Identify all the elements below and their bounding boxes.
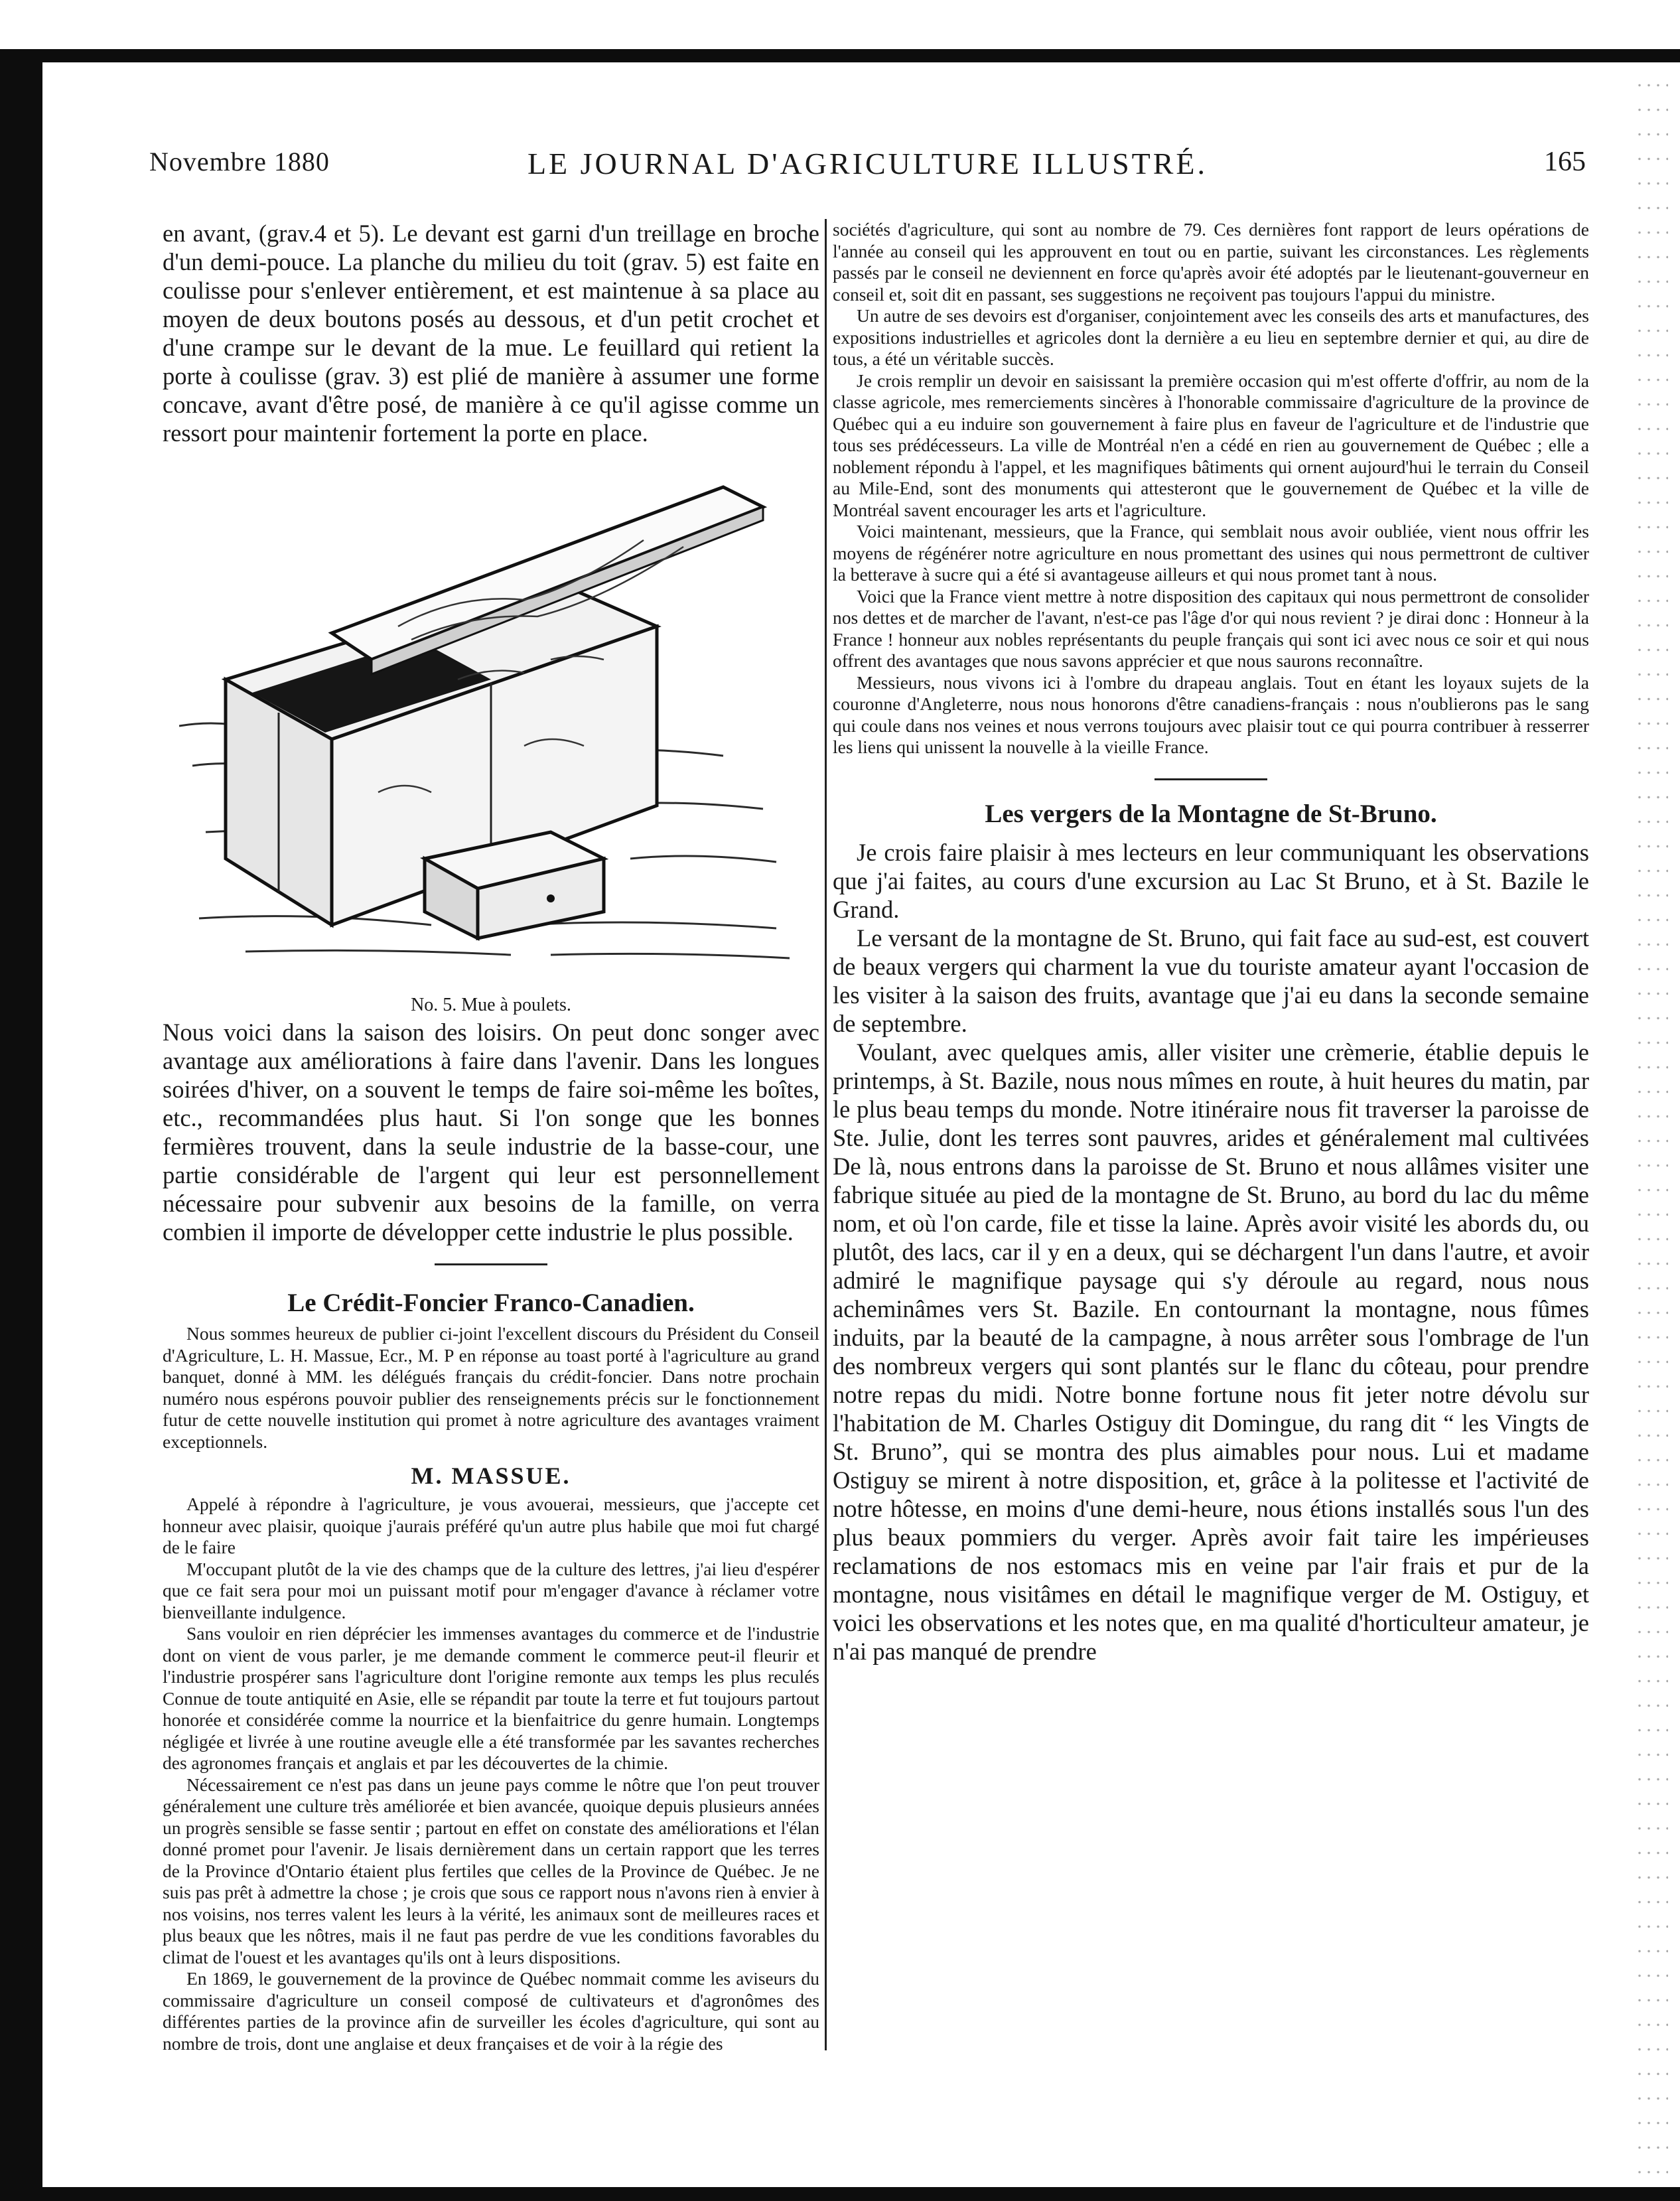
speech-paragraph-11: Messieurs, nous vivons ici à l'ombre du drapeau anglais. Tout en étant les loyaux sujets de la couronne d'Angleterre, nous nous honorons d'être canadiens-français : nous n'oublierons pas le sang qui coule dans nos veines et nous verrons toujours avec plaisir tout ce qui pourra contribuer à resserrer les liens qui unissent la nouvelle à la vieille France. xyxy=(833,672,1589,757)
speech-paragraph-8: Je crois remplir un devoir en saisissant la première occasion qui m'est offerte d'offrir, au nom de la classe agricole, mes remerciements sincères à l'honorable commissaire d'agriculture de la province de Québec qui a eu induire son gouvernement à faire plus en faveur de l'agriculture et de l'industrie que tous ses prédécesseurs. La ville de Montréal n'en a cédé en rien au gouvernement de Québec ; elle a noblement répondu à l'appel, et les magnifiques bâtiments qui ornent aujourd'hui le terrain du Conseil au Mile-End, sont des monuments qui attesteront que le gouvernement de Québec et la ville de Montréal savent encourager les arts et l'agriculture. xyxy=(833,370,1589,520)
paragraph-vergers-1: Je crois faire plaisir à mes lecteurs en leur communiquant les observations que j'ai faites, au cours d'une excursion au Lac St Bruno, et à St. Bazile le Grand. xyxy=(833,838,1589,923)
paragraph-winter-leisure: Nous voici dans la saison des loisirs. On peut donc songer avec avantage aux améliorations à faire dans l'avenir. Dans les longues soirées d'hiver, on a souvent le temps de faire soi-même les boîtes, etc., recommandées plus haut. Si l'on songe que les bonnes fermières trouvent, dans la seule industrie de la basse-cour, une partie considérable de l'argent qui leur est personnellement nécessaire pour subvenir aux besoins de la famille, on verra combien il importe de développer cette industrie le plus possible. xyxy=(163,1019,819,1245)
section-rule xyxy=(1155,778,1267,780)
chicken-coop-engraving xyxy=(179,461,803,991)
left-column xyxy=(163,219,819,2054)
speech-paragraph-5: En 1869, le gouvernement de la province de Québec nommait comme les aviseurs du commissaire d'agriculture un conseil composé de cultivateurs et d'agronômes des différentes parties de la province afin de surveiller les écoles d'agriculture, qui sont au nombre de trois, dont une anglaise et deux françaises et de voir à la régie des xyxy=(163,1968,819,2054)
paragraph-vergers-3: Voulant, avec quelques amis, aller visiter une crèmerie, établie depuis le printemps, à St. Bazile, nous nous mîmes en route, à huit heures du matin, par le plus beau temps du monde. Notre itinéraire nous fit traverser la paroisse de Ste. Julie, dont les terres sont pauvres, arides et généralement mal cultivées De là, nous entrons dans la paroisse de St. Bruno et nous allâmes visiter une fabrique située au pied de la montagne de St. Bruno, au bord du lac du même nom, et où l'on carde, file et tisse la laine. Après avoir visité les abords du, ou plutôt, des lacs, car il y en a deux, qui se déchargent l'un dans l'autre, et avoir admiré le magnifique paysage qui s'y déroule au regard, nous nous acheminâmes vers St. Bazile. En contournant la montagne, nous fûmes induits, par la beauté de la campagne, à nous arrêter sous l'ombrage de l'un des nombreux vergers qui sont plantés sur le flanc du côteau, pour prendre notre repas du midi. Notre bonne fortune nous fit jeter notre dévolu sur l'habitation de M. Charles Ostiguy dit Domingue, du rang dit “ les Vingts de St. Bruno”, qui se montra des plus aimables pour nous. Lui et madame Ostiguy se mirent à notre disposition, et, grâce à la politesse et l'activité de notre hôtesse, en moins d'une demi-heure, nous étions installés sous l'un des plus beaux pommiers du verger. Après avoir fait taire les impérieuses reclamations de nos estomacs mis en veine par l'air frais et pur de la montagne, nous visitâmes en détail le magnifique verger de M. Ostiguy, et voici les observations et les notes que, en ma qualité d'horticulteur amateur, je n'ai pas manqué de prendre xyxy=(833,1038,1589,1665)
paragraph-vergers-2: Le versant de la montagne de St. Bruno, qui fait face au sud-est, est couvert de beaux vergers qui charment la vue du touriste amateur ayant l'occasion de les visiter à la saison des fruits, avantage que j'ai eu dans la seconde semaine de septembre. xyxy=(833,924,1589,1037)
section-rule xyxy=(435,1263,547,1265)
paragraph-coop-description: en avant, (grav.4 et 5). Le devant est garni d'un treillage en broche d'un demi-pouce. La planche du milieu du toit (grav. 5) est faite en coulisse pour s'enlever entièrement, et est maintenue à sa place au moyen de deux boutons posés au dessous, et d'un petit crochet et d'une crampe sur le devant de la mue. Le feuillard qui retient la porte à coulisse (grav. 3) est plié de manière à assumer une forme concave, avant d'être posé, de manière à ce qu'il agisse comme un ressort pour maintenir fortement la porte en place. xyxy=(163,220,819,447)
speaker-heading: M. MASSUE. xyxy=(411,1462,571,1489)
figure-caption: No. 5. Mue à poulets. xyxy=(411,995,571,1015)
scan-border-left xyxy=(0,49,42,2201)
speech-paragraph-9: Voici maintenant, messieurs, que la France, qui semblait nous avoir oubliée, vient nous offrir les moyens de régénérer notre agriculture en nous promettant des usines qui nous permettront de cultiver la betterave à sucre qui a été si avantageuse ailleurs et qui nous promet tant à nous. xyxy=(833,521,1589,585)
page-header xyxy=(149,146,1586,192)
speech-paragraph-6: sociétés d'agriculture, qui sont au nombre de 79. Ces dernières font rapport de leurs opérations de l'année au conseil qui les approuvent en tout ou en partie, suivant les circonstances. Les règlements passés par le conseil ne deviennent en force qu'après avoir été adoptés par le lieutenant-gouverneur en conseil et, soit dit en passant, ses suggestions ne reçoivent pas toujours l'appui du ministre. xyxy=(833,219,1589,305)
header-date: Novembre 1880 xyxy=(149,147,330,177)
journal-title: LE JOURNAL D'AGRICULTURE ILLUSTRÉ. xyxy=(527,147,1208,180)
scan-border-top xyxy=(0,49,1680,62)
speech-paragraph-1: Appelé à répondre à l'agriculture, je vous avouerai, messieurs, que j'accepte cet honneur avec plaisir, quoique j'aurais préféré qu'un autre plus habile que moi fut chargé de le faire xyxy=(163,1494,819,1557)
section-title-credit-foncier: Le Crédit-Foncier Franco-Canadien. xyxy=(287,1289,695,1317)
page-number: 165 xyxy=(1544,147,1586,177)
speech-paragraph-7: Un autre de ses devoirs est d'organiser, conjointement avec les conseils des arts et manufactures, des expositions industrielles et agricoles dont la dernière a eu lieu en septembre dernier et qui, au dire de tous, a été un véritable succès. xyxy=(833,305,1589,369)
speech-paragraph-3: Sans vouloir en rien déprécier les immenses avantages du commerce et de l'industrie dont on vient de vous parler, je me demande comment le commerce peut-il fleurir et l'industrie prospérer sans l'agriculture dont l'origine remonte aux temps les plus reculés Connue de toute antiquité en Asie, elle se répandit par toute la terre et fut toujours partout honorée et considérée comme la nourrice et la bienfaitrice du genre humain. Longtemps négligée et livrée à une routine aveugle elle a été transformée par les savantes recherches des agronomes français et anglais et par les découvertes de la chimie. xyxy=(163,1623,819,1773)
scan-border-bottom xyxy=(0,2187,1680,2201)
speech-paragraph-10: Voici que la France vient mettre à notre disposition des capitaux qui nous permettront de consolider nos dettes et de marcher de l'avant, n'est-ce pas l'âge d'or qui nous revient ? je dirai donc : Honneur à la France ! honneur aux nobles représentants du peuple français qui sont ici avec nous ce soir et qui nous offrent des avantages que nous savons apprécier et que nous saurons reconnaître. xyxy=(833,585,1589,671)
speech-paragraph-4: Nécessairement ce n'est pas dans un jeune pays comme le nôtre que l'on peut trouver généralement une culture très améliorée et bien avancée, quoique depuis plusieurs années un progrès sensible se fasse sentir ; partout en effet on constate des améliorations et l'élan donné promet pour l'avenir. Je lisais dernièrement dans un certain rapport que les terres de la Province d'Ontario étaient plus fertiles que celles de la Province de Québec. Je ne suis pas prêt à admettre la chose ; je crois que sous ce rapport nous n'avons rien à envier à nos voisins, nos terres valent les leurs à la vérité, les animaux sont de meilleures races et plus beaux que les nôtres, mais il ne faut pas perdre de vue les conditions favorables du climat de l'ouest et les avantages qu'ils ont à leurs dispositions. xyxy=(163,1774,819,1967)
speech-paragraph-2: M'occupant plutôt de la vie des champs que de la culture des lettres, j'ai lieu d'espérer que ce fait sera pour moi un puissant motif pour m'engager d'avance à réclamer votre bienveillante indulgence. xyxy=(163,1558,819,1622)
figure-chicken-coop xyxy=(163,454,819,1018)
paragraph-intro: Nous sommes heureux de publier ci-joint l'excellent discours du Président du Conseil d'Agriculture, L. H. Massue, Ecr., M. P en réponse au toast porté à l'agriculture au grand banquet, donné à MM. les délégués français du crédit-foncier. Dans notre prochain numéro nous espérons pouvoir publier des renseignements précis sur le fonctionnement futur de cette nouvelle institution qui promet à notre agriculture des avantages vraiment exceptionnels. xyxy=(163,1323,819,1452)
column-divider xyxy=(825,219,827,2050)
section-title-vergers: Les vergers de la Montagne de St-Bruno. xyxy=(985,799,1437,828)
right-column xyxy=(833,219,1589,1666)
scan-edge-noise xyxy=(1635,73,1668,2183)
